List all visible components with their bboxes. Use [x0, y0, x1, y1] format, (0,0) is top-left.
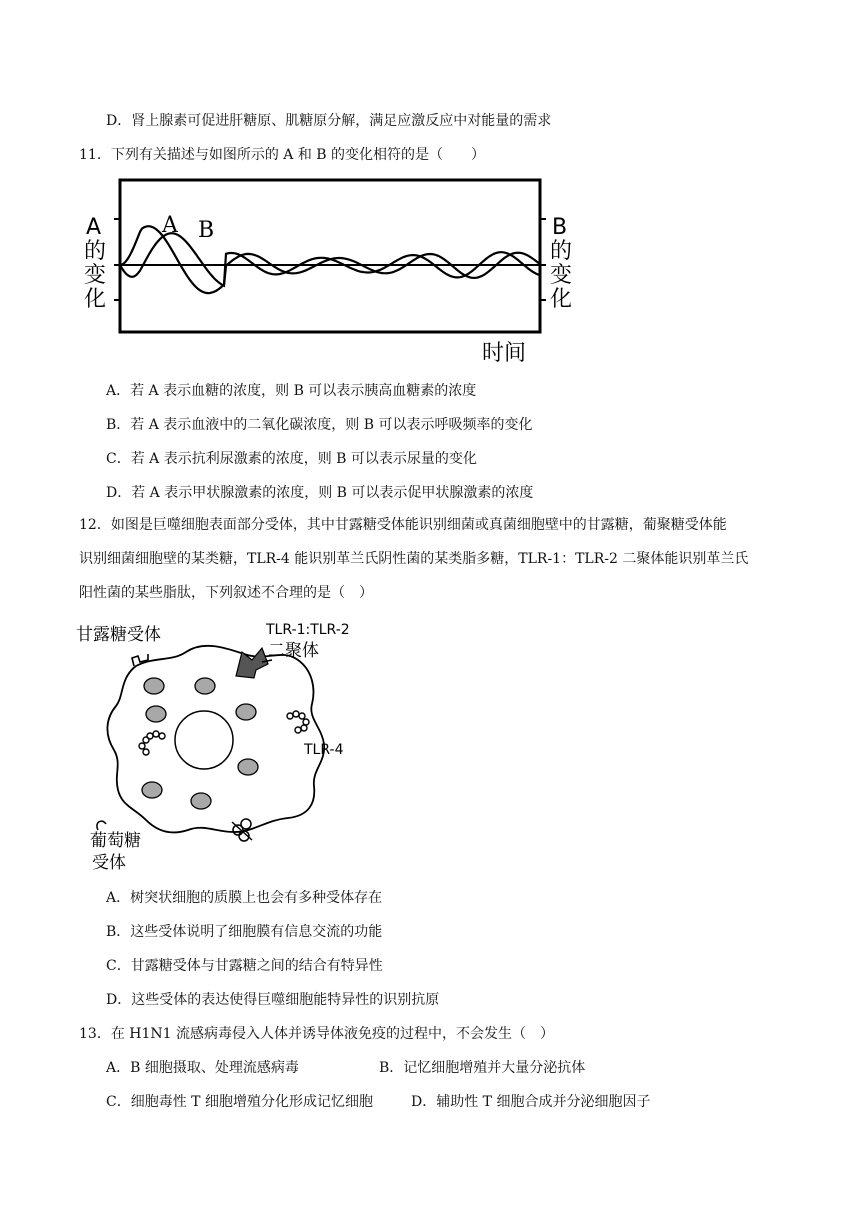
tlr12-label-1: TLR-1:TLR-2	[266, 622, 350, 638]
q11-option-c: C．若 A 表示抗利尿激素的浓度，则 B 可以表示尿量的变化	[106, 451, 477, 467]
svg-text:变: 变	[84, 263, 107, 288]
svg-text:B: B	[552, 215, 568, 240]
q10-option-d: D．肾上腺素可促进肝糖原、肌糖原分解，满足应激反应中对能量的需求	[106, 113, 552, 129]
q13-option-b: B．记忆细胞增殖并大量分泌抗体	[379, 1060, 586, 1076]
q13-stem: 13．在 H1N1 流感病毒侵入人体并诱导体液免疫的过程中，不会发生（ ）	[79, 1026, 554, 1042]
glucan-label-1: 葡萄糖	[90, 831, 141, 851]
q12-stem-line-1: 12．如图是巨噬细胞表面部分受体，其中甘露糖受体能识别细菌或真菌细胞壁中的甘露糖，葡聚糖受体能	[79, 517, 727, 533]
membrane-hook	[97, 821, 106, 830]
macrophage-svg	[76, 618, 376, 874]
mannose-receptor-label: 甘露糖受体	[76, 625, 161, 645]
q11-option-a: A．若 A 表示血糖的浓度，则 B 可以表示胰高血糖素的浓度	[106, 383, 477, 399]
glucan-label-2: 受体	[92, 853, 126, 873]
nucleus	[175, 711, 233, 769]
curve-b-label: B	[198, 218, 215, 243]
q12-option-b: B．这些受体说明了细胞膜有信息交流的功能	[106, 924, 383, 940]
q12-option-d: D．这些受体的表达使得巨噬细胞能特异性的识别抗原	[106, 992, 440, 1008]
q13-option-a: A．B 细胞摄取、处理流感病毒	[106, 1060, 299, 1076]
q13-option-c: C．细胞毒性 T 细胞增殖分化形成记忆细胞	[106, 1094, 373, 1110]
q12-stem-line-2: 识别细菌细胞壁的某类糖，TLR-4 能识别革兰氏阴性菌的某类脂多糖，TLR-1：TLR-2 二聚体能识别革兰氏	[79, 551, 749, 567]
svg-text:化: 化	[84, 287, 107, 312]
svg-text:变: 变	[550, 263, 573, 288]
q11-stem: 11．下列有关描述与如图所示的 A 和 B 的变化相符的是（ ）	[79, 147, 486, 163]
q11-chart-svg	[80, 174, 580, 370]
x-axis-label: 时间	[482, 341, 527, 366]
q12-figure	[76, 618, 376, 874]
q12-option-a: A．树突状细胞的质膜上也会有多种受体存在	[106, 890, 383, 906]
q11-option-b: B．若 A 表示血液中的二氧化碳浓度，则 B 可以表示呼吸频率的变化	[106, 417, 533, 433]
curve-a-label: A	[162, 213, 178, 238]
chart-frame	[120, 180, 540, 332]
q11-figure	[80, 174, 580, 370]
curve-b	[120, 233, 540, 286]
svg-text:A: A	[86, 215, 102, 240]
left-axis-label	[84, 215, 106, 312]
svg-text:的: 的	[550, 239, 573, 264]
right-axis-label	[550, 215, 572, 312]
q11-option-d: D．若 A 表示甲状腺激素的浓度，则 B 可以表示促甲状腺激素的浓度	[106, 485, 534, 501]
svg-text:的: 的	[84, 239, 107, 264]
svg-text:化: 化	[550, 287, 573, 312]
q12-stem-line-3: 阳性菌的某些脂肽，下列叙述不合理的是（ ）	[79, 585, 373, 601]
tlr12-label-2: 二聚体	[268, 641, 319, 661]
tlr4-label: TLR-4	[304, 742, 344, 758]
q13-option-d: D．辅助性 T 细胞合成并分泌细胞因子	[411, 1094, 651, 1110]
q12-option-c: C．甘露糖受体与甘露糖之间的结合有特异性	[106, 958, 383, 974]
